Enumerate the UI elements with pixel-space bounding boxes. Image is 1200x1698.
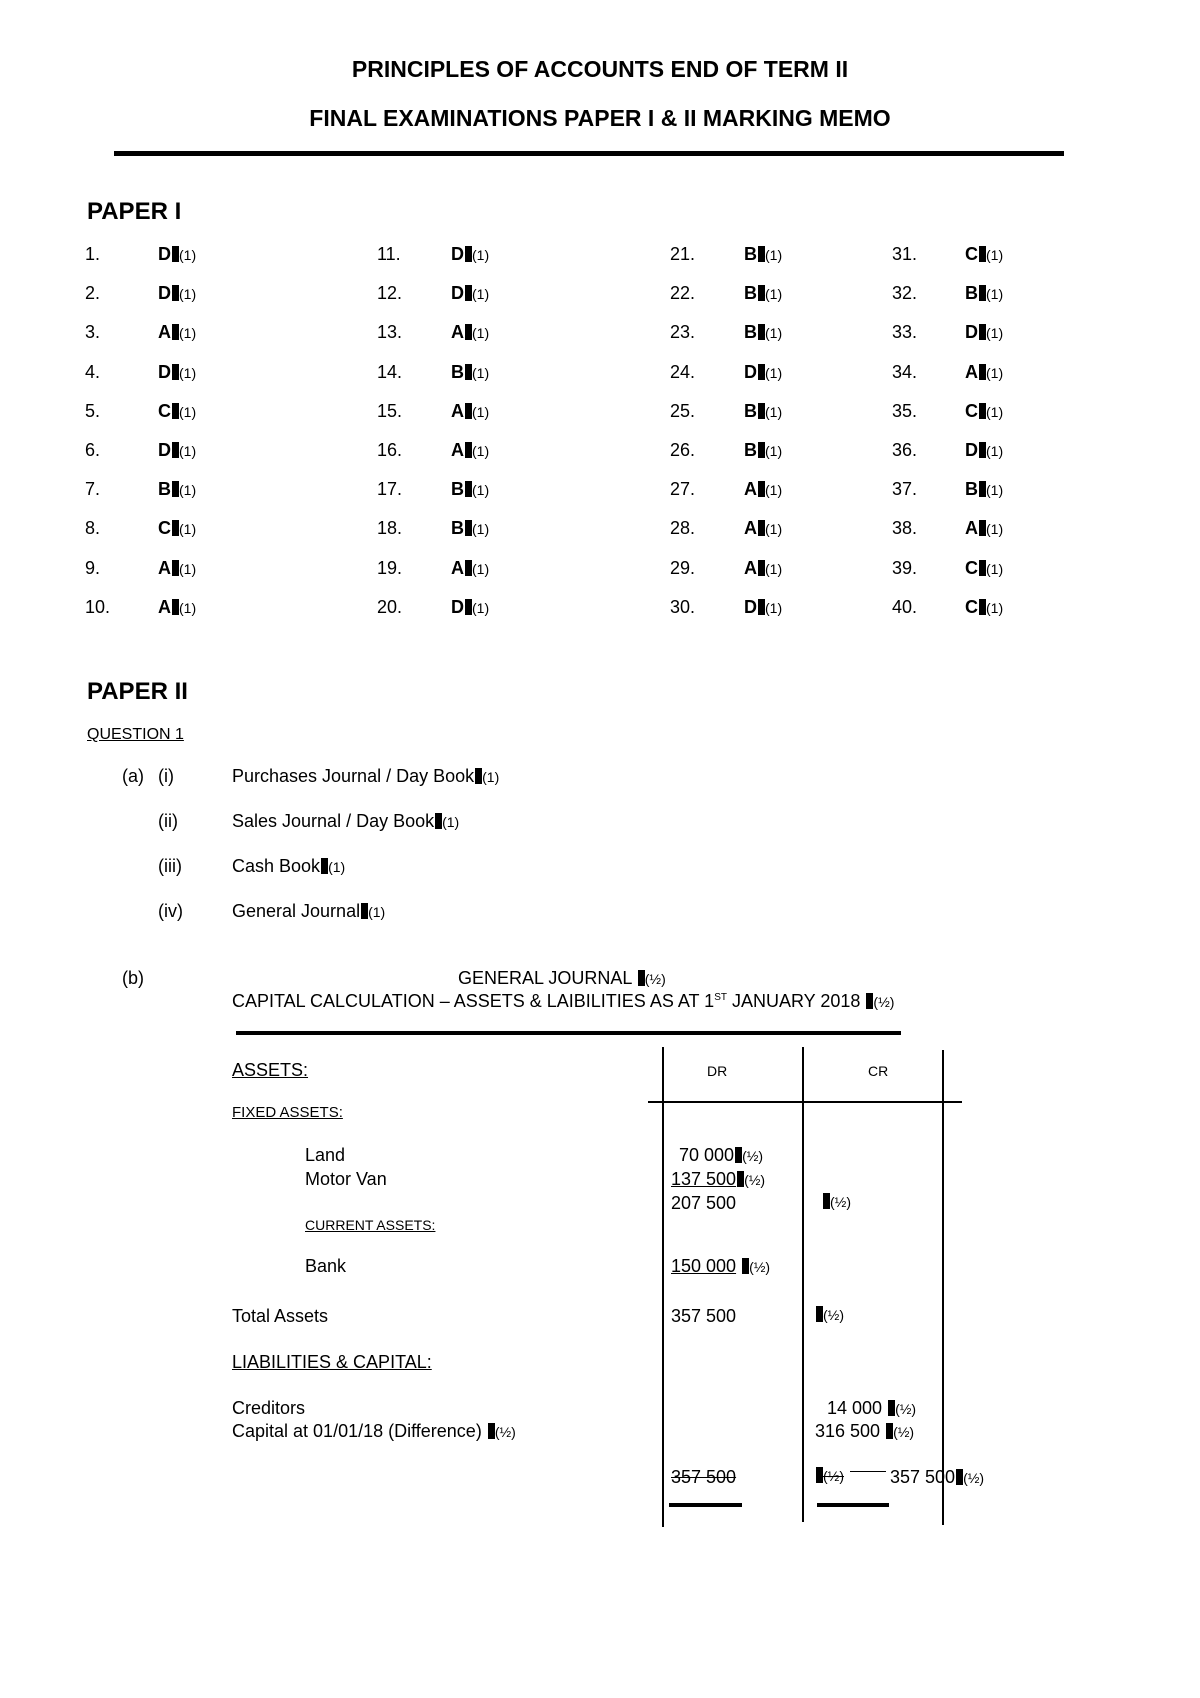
tick-icon — [172, 364, 179, 380]
answer-letter: D — [451, 244, 464, 264]
answer-letter: B — [965, 479, 978, 500]
question-number: 17. — [377, 479, 403, 500]
journal-subtitle-text: CAPITAL CALCULATION – ASSETS & LAIBILITIES AS AT 1 — [232, 991, 715, 1011]
question-number: 4. — [85, 361, 101, 382]
dr-total-underline — [669, 1503, 742, 1507]
question-number: 39. — [892, 557, 918, 578]
tick-icon — [979, 560, 986, 576]
answer-letter: B — [965, 283, 978, 304]
answer-letter: A — [451, 322, 464, 343]
motor-van-amount: 137 500 — [671, 1169, 737, 1189]
answer-cell — [744, 440, 782, 461]
capital-value — [815, 1421, 914, 1442]
tick-icon — [465, 364, 472, 380]
answer-letter: C — [965, 244, 978, 264]
part-a-answer-text: Sales Journal / Day Book — [232, 811, 435, 831]
mark-label: (1) — [986, 521, 1004, 538]
answer-letter: B — [158, 479, 171, 500]
answer-cell — [965, 440, 1003, 461]
question-number: 18. — [377, 518, 403, 539]
tick-icon — [758, 246, 765, 262]
part-a-answer — [232, 766, 499, 787]
answer-cell — [965, 518, 1003, 539]
answer-cell — [451, 597, 489, 618]
answer-letter: B — [744, 283, 757, 304]
mark-label: (1) — [179, 247, 197, 263]
answer-cell — [451, 283, 489, 304]
mark-label: (½) — [494, 1424, 516, 1440]
answer-cell — [158, 479, 196, 500]
answer-cell — [965, 479, 1003, 500]
mark-label: (1) — [765, 403, 783, 420]
mark-label: (1) — [179, 560, 197, 577]
question-heading: QUESTION 1 — [87, 726, 184, 743]
answer-cell — [451, 362, 489, 383]
mark-label: (½) — [893, 1424, 915, 1440]
mark-label: (1) — [472, 364, 490, 381]
mark-label: (1) — [179, 443, 197, 459]
part-b-label: (b) — [122, 968, 144, 988]
mark-label: (1) — [472, 560, 490, 577]
mark-label: (1) — [986, 443, 1004, 459]
mark-label: (1) — [765, 286, 783, 303]
mark-label: (1) — [986, 364, 1004, 381]
part-a-roman: (iv) — [158, 901, 183, 921]
answer-cell — [744, 283, 782, 304]
question-number: 28. — [670, 518, 696, 539]
answer-cell — [965, 597, 1003, 618]
answer-cell — [744, 558, 782, 579]
tick-icon — [465, 403, 472, 419]
tick-icon — [979, 403, 986, 419]
tick-icon — [465, 285, 472, 301]
question-number: 12. — [377, 283, 403, 304]
answer-letter: A — [965, 518, 978, 539]
tick-icon — [172, 285, 179, 301]
question-number: 24. — [670, 361, 696, 382]
page-title: PRINCIPLES OF ACCOUNTS END OF TERM II — [351, 56, 849, 82]
answer-cell — [451, 518, 489, 539]
answer-cell — [158, 283, 196, 304]
tick-icon — [638, 970, 645, 986]
mark-label: (1) — [472, 247, 490, 263]
question-number: 27. — [670, 479, 696, 500]
mark-label: (1) — [328, 859, 346, 875]
part-a-answer-text: Cash Book — [232, 856, 321, 876]
answer-cell — [158, 440, 196, 461]
answer-cell — [158, 244, 196, 265]
question-number: 25. — [670, 400, 696, 421]
answer-letter: B — [744, 322, 757, 343]
mark-label: (½) — [744, 1172, 766, 1188]
part-a-answer — [232, 856, 345, 877]
answer-cell — [965, 362, 1003, 383]
tick-icon — [465, 246, 472, 262]
dr-header: DR — [707, 1063, 728, 1079]
mark-label: (1) — [179, 325, 197, 342]
bank-label: Bank — [305, 1256, 347, 1276]
question-number: 23. — [670, 322, 696, 343]
tick-icon — [172, 481, 179, 497]
header-rule — [114, 151, 1064, 156]
tick-icon — [979, 481, 986, 497]
tick-icon — [979, 599, 986, 615]
answer-cell — [965, 283, 1003, 304]
assets-heading: ASSETS: — [232, 1060, 309, 1080]
page-subtitle: FINAL EXAMINATIONS PAPER I & II MARKING MEMO — [309, 105, 891, 131]
answer-cell — [158, 322, 196, 343]
answer-letter: D — [744, 596, 757, 617]
fixed-assets-heading: FIXED ASSETS: — [232, 1104, 343, 1121]
question-number: 8. — [85, 518, 101, 539]
mark-label: (1) — [472, 482, 490, 499]
answer-cell — [744, 244, 782, 265]
answer-cell — [158, 518, 196, 539]
question-number: 10. — [85, 596, 111, 617]
mark-label: (1) — [179, 403, 197, 420]
capital-amount: 316 500 — [815, 1421, 881, 1441]
answer-letter: D — [158, 440, 171, 460]
answer-letter: A — [965, 361, 978, 382]
paper1-heading: PAPER I — [87, 198, 182, 225]
answer-letter: D — [965, 322, 978, 343]
tick-icon — [465, 520, 472, 536]
answer-cell — [451, 401, 489, 422]
question-number: 16. — [377, 440, 403, 460]
motor-van-value — [671, 1169, 765, 1190]
question-number: 22. — [670, 283, 696, 304]
question-number: 37. — [892, 479, 918, 500]
answer-letter: A — [158, 596, 171, 617]
mark-label: (1) — [986, 560, 1004, 577]
dr-total-line — [850, 1471, 886, 1472]
tick-icon — [979, 520, 986, 536]
mark-label: (1) — [472, 599, 490, 616]
tick-icon — [465, 560, 472, 576]
mark-label: (1) — [986, 403, 1004, 420]
question-number: 32. — [892, 283, 918, 304]
mark-label: (½) — [749, 1259, 771, 1275]
tick-icon — [321, 858, 328, 874]
mark-label: (1) — [472, 521, 490, 538]
tick-icon — [758, 285, 765, 301]
mark-label: (1) — [442, 814, 460, 830]
land-value — [679, 1145, 763, 1166]
tick-icon — [735, 1147, 742, 1163]
tick-icon — [823, 1193, 830, 1209]
part-a-answer — [232, 811, 459, 832]
answer-cell — [744, 322, 782, 343]
tick-icon — [172, 520, 179, 536]
mark-label: (½) — [830, 1194, 851, 1210]
journal-subtitle-sup: ST — [714, 992, 727, 1003]
answer-letter: A — [158, 322, 171, 343]
mark-label: (1) — [368, 904, 386, 920]
answer-cell — [451, 479, 489, 500]
mark-label: (1) — [986, 482, 1004, 499]
mark-label: (1) — [765, 521, 783, 538]
cr-total-underline — [817, 1503, 889, 1507]
tick-icon — [172, 246, 179, 262]
tick-icon — [758, 403, 765, 419]
answer-letter: D — [451, 283, 464, 304]
tick-icon — [758, 442, 765, 458]
capital-text: Capital at 01/01/18 (Difference) — [232, 1421, 482, 1441]
part-a-label: (a) — [122, 766, 144, 786]
mark-label: (1) — [765, 325, 783, 342]
answer-cell — [158, 362, 196, 383]
answer-cell — [744, 518, 782, 539]
mark-label: (½) — [895, 1401, 917, 1417]
answer-cell — [158, 597, 196, 618]
question-number: 26. — [670, 440, 696, 460]
part-a-roman: (iii) — [158, 856, 182, 876]
tick-icon — [979, 364, 986, 380]
tick-icon — [979, 285, 986, 301]
question-number: 9. — [85, 557, 101, 578]
mark-label: (1) — [986, 599, 1004, 616]
answer-cell — [965, 401, 1003, 422]
mark-label: (½) — [644, 971, 666, 987]
answer-letter: D — [158, 361, 171, 382]
tick-icon — [465, 324, 472, 340]
question-number: 31. — [892, 244, 918, 264]
tick-icon — [816, 1306, 823, 1322]
mark-label: (1) — [179, 286, 197, 303]
table-divider-2 — [802, 1047, 804, 1522]
mark-label: (½) — [742, 1148, 764, 1164]
question-number: 15. — [377, 400, 403, 421]
tick-icon — [979, 324, 986, 340]
question-number: 30. — [670, 596, 696, 617]
part-a-roman: (i) — [158, 766, 174, 786]
tick-icon — [758, 560, 765, 576]
mark-label: (1) — [472, 403, 490, 420]
mark-label: (1) — [472, 325, 490, 342]
question-number: 11. — [377, 244, 401, 264]
question-number: 40. — [892, 596, 918, 617]
answer-cell — [744, 362, 782, 383]
current-assets-heading: CURRENT ASSETS: — [305, 1217, 436, 1233]
mark-label: (1) — [986, 286, 1004, 303]
answer-letter: D — [451, 596, 464, 617]
answer-letter: A — [451, 400, 464, 421]
question-number: 29. — [670, 557, 696, 578]
paper2-heading: PAPER II — [87, 678, 188, 705]
mark-label: (1) — [765, 560, 783, 577]
answer-letter: B — [744, 244, 757, 264]
answer-cell — [451, 558, 489, 579]
answer-letter: A — [744, 479, 757, 500]
tick-icon — [172, 599, 179, 615]
question-number: 21. — [670, 244, 696, 264]
mark-label: (1) — [765, 599, 783, 616]
question-number: 1. — [85, 244, 101, 264]
mark-label: (½) — [963, 1470, 985, 1486]
question-number: 38. — [892, 518, 918, 539]
mark-label: (1) — [986, 247, 1004, 263]
answer-cell — [451, 244, 489, 265]
total-assets-label: Total Assets — [232, 1306, 329, 1326]
journal-subtitle-end: JANUARY 2018 — [726, 991, 861, 1011]
tick-icon — [172, 442, 179, 458]
mark-label: (1) — [765, 364, 783, 381]
part-a-answer — [232, 901, 385, 922]
tick-icon — [172, 560, 179, 576]
tick-icon — [979, 246, 986, 262]
question-number: 6. — [85, 440, 101, 460]
journal-rule — [236, 1031, 901, 1035]
tick-icon — [172, 324, 179, 340]
table-divider-3 — [942, 1050, 944, 1525]
mark-label: (½) — [823, 1468, 844, 1484]
mark-label: (1) — [179, 482, 197, 499]
tick-icon — [979, 442, 986, 458]
question-number: 3. — [85, 322, 101, 343]
answer-cell — [451, 322, 489, 343]
answer-letter: D — [744, 361, 757, 382]
answer-letter: C — [965, 596, 978, 617]
part-a-answer-text: General Journal — [232, 901, 361, 921]
mark-label: (1) — [472, 286, 490, 303]
answer-cell — [744, 401, 782, 422]
answer-letter: C — [965, 557, 978, 578]
answer-letter: A — [744, 518, 757, 539]
mark-label: (1) — [179, 364, 197, 381]
answer-letter: C — [965, 400, 978, 421]
journal-title-text: GENERAL JOURNAL — [458, 968, 632, 988]
dr-total: 357 500 — [671, 1467, 737, 1487]
answer-letter: D — [158, 283, 171, 304]
tick-icon — [465, 481, 472, 497]
tick-icon — [465, 442, 472, 458]
tick-icon — [488, 1423, 495, 1439]
answer-letter: C — [158, 518, 171, 539]
capital-label — [232, 1421, 516, 1442]
journal-subtitle — [232, 991, 894, 1012]
fixed-total-mark — [822, 1193, 851, 1212]
question-number: 14. — [377, 361, 403, 382]
answer-cell — [451, 440, 489, 461]
question-number: 7. — [85, 479, 101, 500]
answer-letter: B — [451, 361, 464, 382]
fixed-total: 207 500 — [671, 1193, 737, 1213]
dr-total-mark — [815, 1467, 844, 1486]
land-amount: 70 000 — [679, 1145, 735, 1165]
question-number: 13. — [377, 322, 403, 343]
land-label: Land — [305, 1145, 346, 1165]
table-header-rule — [648, 1101, 962, 1103]
mark-label: (½) — [873, 994, 895, 1010]
answer-letter: C — [158, 400, 171, 421]
creditors-label: Creditors — [232, 1398, 306, 1418]
mark-label: (1) — [765, 247, 783, 263]
mark-label: (1) — [765, 443, 783, 459]
answer-letter: D — [965, 440, 978, 460]
question-number: 19. — [377, 557, 403, 578]
liab-capital-heading: LIABILITIES & CAPITAL: — [232, 1352, 432, 1372]
answer-cell — [965, 244, 1003, 265]
tick-icon — [816, 1467, 823, 1483]
tick-icon — [465, 599, 472, 615]
tick-icon — [758, 324, 765, 340]
mark-label: (1) — [179, 521, 197, 538]
bank-amount: 150 000 — [671, 1256, 737, 1276]
answer-cell — [965, 322, 1003, 343]
mark-label: (½) — [823, 1307, 844, 1323]
answer-letter: B — [451, 479, 464, 500]
creditors-amount: 14 000 — [827, 1398, 883, 1418]
answer-cell — [744, 479, 782, 500]
answer-letter: A — [158, 557, 171, 578]
answer-letter: B — [744, 440, 757, 460]
motor-van-label: Motor Van — [305, 1169, 387, 1189]
creditors-value — [827, 1398, 916, 1419]
cr-header: CR — [868, 1063, 889, 1079]
answer-cell — [158, 401, 196, 422]
question-number: 34. — [892, 361, 918, 382]
tick-icon — [758, 599, 765, 615]
answer-letter: A — [451, 440, 464, 460]
question-number: 2. — [85, 283, 101, 304]
answer-letter: D — [158, 244, 171, 264]
cr-total-amount: 357 500 — [890, 1467, 956, 1487]
tick-icon — [172, 403, 179, 419]
answer-letter: A — [451, 557, 464, 578]
mark-label: (1) — [472, 443, 490, 459]
answer-cell — [744, 597, 782, 618]
tick-icon — [758, 481, 765, 497]
part-a-answer-text: Purchases Journal / Day Book — [232, 766, 475, 786]
mark-label: (1) — [765, 482, 783, 499]
table-divider-1 — [662, 1047, 664, 1527]
total-assets-mark — [815, 1306, 844, 1325]
cr-total — [890, 1467, 984, 1488]
mark-label: (1) — [482, 769, 500, 785]
mark-label: (1) — [986, 325, 1004, 342]
answer-cell — [965, 558, 1003, 579]
answer-cell — [158, 558, 196, 579]
total-assets-value: 357 500 — [671, 1306, 737, 1326]
question-number: 5. — [85, 400, 101, 421]
journal-title — [458, 968, 666, 989]
question-number: 20. — [377, 596, 403, 617]
tick-icon — [758, 520, 765, 536]
mark-label: (1) — [179, 599, 197, 616]
bank-value — [671, 1256, 770, 1277]
question-number: 35. — [892, 400, 918, 421]
tick-icon — [758, 364, 765, 380]
answer-letter: B — [451, 518, 464, 539]
question-number: 36. — [892, 440, 918, 460]
answer-letter: B — [744, 400, 757, 421]
part-a-roman: (ii) — [158, 811, 178, 831]
question-number: 33. — [892, 322, 918, 343]
answer-letter: A — [744, 557, 757, 578]
